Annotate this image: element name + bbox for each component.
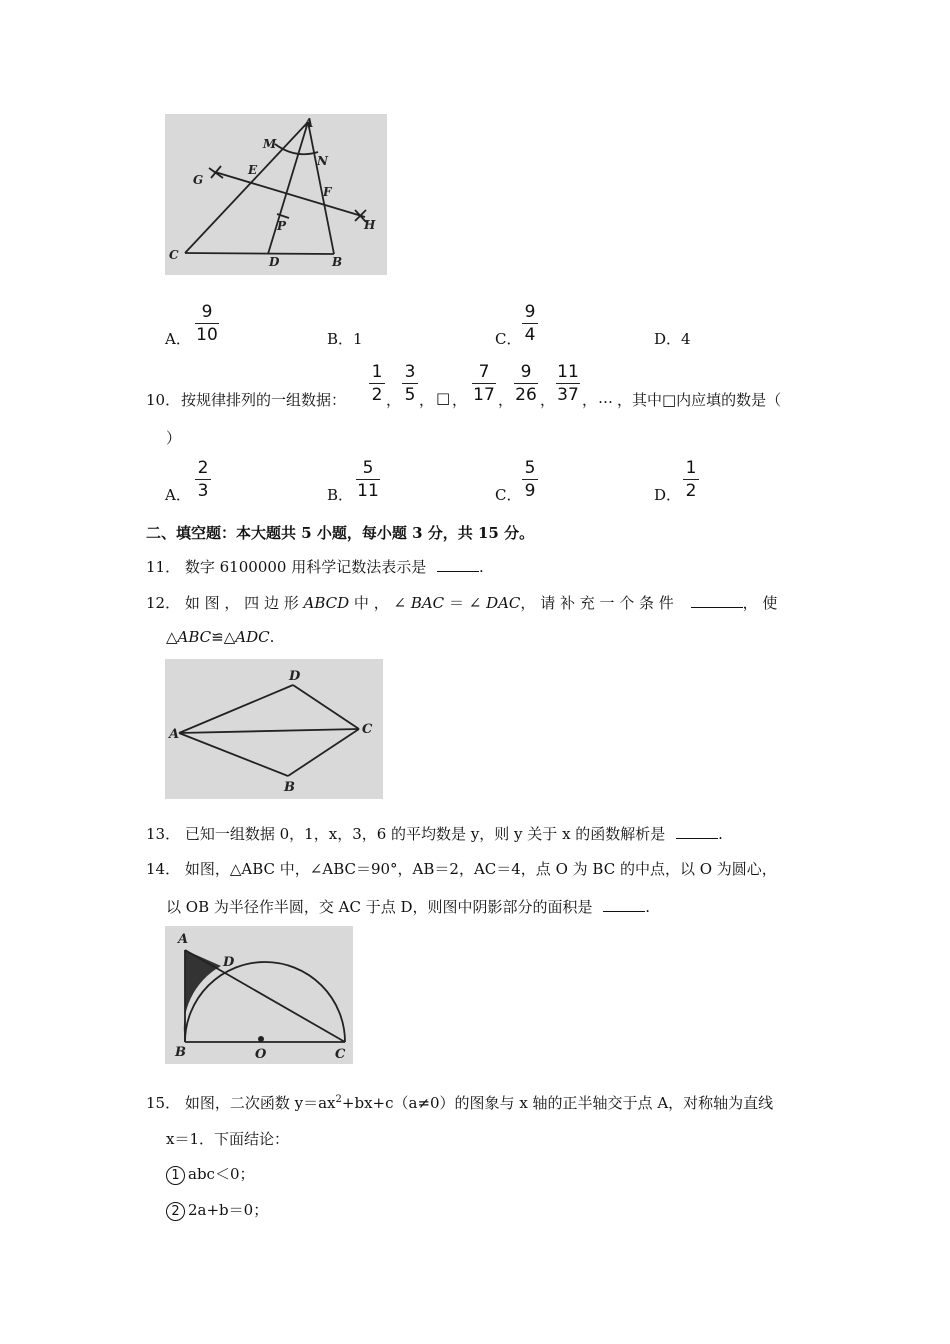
q14-label-O: O [255,1047,267,1062]
q14-line-1 [146,858,777,879]
q11 [146,556,484,577]
q12-number: 12． [146,594,181,612]
q12-label-B: B [284,780,295,795]
q12-zhong: 中 ， [353,594,389,612]
q12-label-D: D [289,669,301,684]
q12-line-1 [146,592,806,613]
q14-end: . [645,898,651,916]
q15-sup: 2 [335,1094,342,1105]
q11-answer-blank[interactable] [437,571,479,572]
q9-option-c-label: C． [495,330,522,348]
q10-close: ） [166,429,182,447]
q9-label-D: D [269,255,280,269]
q14-line1: 如图，△ABC 中，∠ABC＝90°，AB＝2，AC＝4，点 O 为 BC 的中点，以 O 为圆心， [184,860,777,878]
q13-number: 13． [146,825,181,843]
q12-end: . [269,628,275,646]
q13-answer-blank[interactable] [676,838,718,839]
q13-end: . [718,825,723,843]
q12-shi: ， 使 [742,594,778,612]
q11-text: 数字 6100000 用科学记数法表示是 [184,558,427,576]
q10-ellipsis: … [598,389,613,407]
section-2-heading: 二、填空题：本大题共 5 小题，每小题 3 分，共 15 分。 [146,524,535,542]
q12-label-C: C [362,722,373,737]
q15-number: 15． [146,1094,181,1112]
q9-option-a-fraction: 9 10 [196,302,218,345]
q10-sep-5: ， [540,391,556,409]
q15-item-2-mark: 2 [166,1202,185,1221]
q14-line2: 以 OB 为半径作半圆，交 AC 于点 D，则图中阴影部分的面积是 [166,898,593,916]
q12-abc: ABC [177,628,212,646]
q12-rest: ， 请 补 充 一 个 条 件 [520,594,674,612]
q15-item-1-text: abc＜0； [188,1165,255,1183]
q12-figure [165,659,383,799]
q12-triangle: △ [166,628,178,646]
q15-item-1-mark: 1 [166,1166,185,1185]
q15-line-1 [146,1092,773,1113]
q9-label-C: C [169,248,179,262]
q9-label-B: B [332,255,343,269]
q15-item-2-text: 2a+b＝0； [188,1201,269,1219]
q12-angle-bac: ∠ BAC [393,594,445,612]
q12-cong: ≌△ [211,628,236,646]
q9-figure [165,114,387,275]
q10-seq-5: 9 26 [515,362,537,405]
q13-text: 已知一组数据 0，1，x，3，6 的平均数是 y，则 y 关于 x 的函数解析是 [184,825,666,843]
q14-line-2 [166,896,650,917]
q9-label-A: A [304,116,314,130]
q10-seq-4: 7 17 [473,362,495,405]
q10-number: 10． [146,391,181,409]
q10-option-b-label: B． [327,486,354,504]
q9-option-a-label: A． [165,330,191,348]
q9-label-N: N [317,154,328,168]
q15-item-2 [166,1199,268,1221]
q9-label-E: E [248,163,258,177]
q9-label-F: F [323,185,332,199]
q10-suffix: ，其中□内应填的数是（ [617,391,782,409]
q9-label-P: P [277,219,287,233]
q10-option-c-label: C． [495,486,522,504]
q10-seq-1: 1 2 [369,362,385,405]
q9-label-H: H [364,218,376,232]
q9-option-d: D．4 [654,330,691,348]
q12-angle-dac: ∠ DAC [468,594,521,612]
q10-sep-6: ， [582,391,598,409]
q14-number: 14． [146,860,181,878]
q11-end: . [479,558,484,576]
q10-sep-3: ， [452,391,468,409]
q14-label-A: A [178,932,189,947]
q14-label-D: D [223,955,235,970]
q12-adc: ADC [235,628,270,646]
q12-label-A: A [169,727,180,742]
q12-abcd: ABCD [303,594,350,612]
q14-label-C: C [335,1047,346,1062]
q10-option-c-fraction: 5 9 [522,458,538,501]
q10-option-a-label: A． [165,486,191,504]
q14-figure [165,926,353,1064]
q10-seq-6: 11 37 [557,362,579,405]
q10-seq-2: 3 5 [402,362,418,405]
q10-sep-4: ， [498,391,514,409]
q13 [146,823,723,844]
q9-option-c-fraction: 9 4 [522,302,538,345]
q10-prefix: 按规律排列的一组数据： [181,391,347,409]
q10-option-d-label: D． [654,486,682,504]
q10-sep-1: ， [386,391,402,409]
q11-number: 11． [146,558,181,576]
q12-line1: 如 图 ， 四 边 形 [184,594,299,612]
q12-answer-blank[interactable] [691,607,743,608]
q9-option-b: B．1 [327,330,363,348]
q15-line1b: +bx+c（a≠0）的图象与 x 轴的正半轴交于点 A，对称轴为直线 [341,1094,774,1112]
q10-box: □ [436,389,451,407]
q15-item-1 [166,1163,255,1185]
q10-option-a-fraction: 2 3 [195,458,211,501]
q14-answer-blank[interactable] [603,911,645,912]
q10-sep-2: ， [419,391,435,409]
q10-option-d-fraction: 1 2 [683,458,699,501]
q10-option-b-fraction: 5 11 [357,458,379,501]
q15-line-2 [166,1128,289,1149]
q14-label-B: B [175,1045,186,1060]
q15-line1a: 如图，二次函数 y＝ax [184,1094,336,1112]
q9-label-G: G [193,173,204,187]
q12-eq: ＝ [448,594,464,612]
q15-line2: x＝1．下面结论： [166,1130,290,1148]
q9-label-M: M [263,137,277,151]
q12-line-2 [166,628,274,646]
